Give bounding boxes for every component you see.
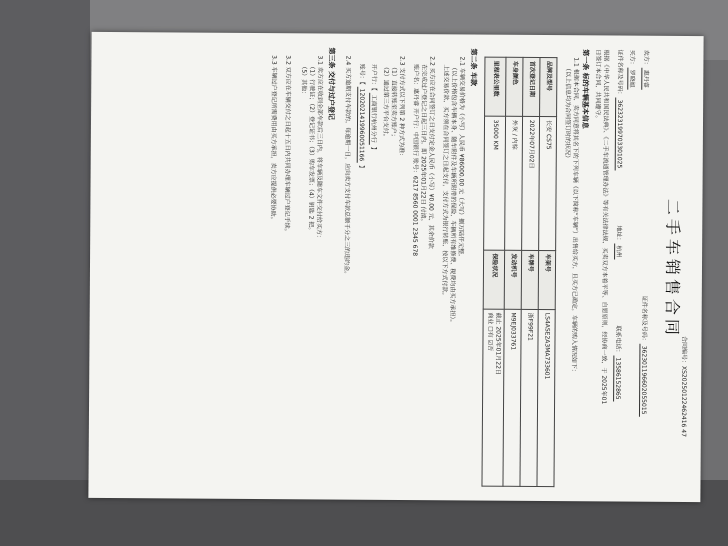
article-2-4: 2.4 买方逾期支付车款的，每逾期一日，应向卖方支付车款总额千分之三的违约金。: [342, 55, 352, 278]
article-2-2a: 2.2 买方应在合同签订之日支付定金人民币（小写）¥0.00 元，其余价款: [427, 56, 436, 249]
table-cell: 首次登记日期: [523, 57, 540, 116]
buyer-line: 买方：罗晓旭: [628, 49, 636, 88]
table-row: [537, 57, 557, 486]
table-cell: 浙F99F21: [520, 309, 538, 486]
article-2-1c: 上述交易价款，买方须在合同签订之日起支付，支付方式为银行转账，按以下方式付款。: [440, 64, 450, 299]
table-cell: 35000 KM: [484, 116, 506, 250]
table-cell: 外灰 / 内棕: [505, 116, 523, 250]
contract-sheet: [88, 32, 703, 502]
table-row: [503, 57, 523, 486]
table-row: [482, 57, 506, 486]
table-cell: 长安 CS75: [539, 116, 557, 250]
contract-number: 合同编号：XS20250122462416 47: [679, 335, 688, 437]
article-3-title: 第三条 交付与过户登记: [327, 47, 336, 121]
vehicle-info-table: [482, 57, 558, 487]
article-2-title: 第二条 车款: [469, 48, 478, 87]
article-2-2c: 账户名：惠丹睿 开户行：中国银行 账号：6217 8560 0001 2345 678: [411, 64, 420, 257]
account-line: 账号：【 1202021419960051166 】: [357, 63, 366, 172]
article-1-title: 第一条 标的车辆基本信息: [580, 49, 590, 129]
bank-line: 开户行：【 工商银行杭州分行 】: [369, 63, 378, 153]
table-cell: 2022年07月02日: [522, 116, 540, 250]
article-3-1a: （1）行驶证；（2）登记证书；（3）购车发票；（4）钥匙 2 把。: [307, 63, 316, 234]
table-cell: 发动机号: [504, 250, 521, 309]
document-title: 二手车销售合同: [662, 198, 683, 339]
background-left: [0, 0, 90, 546]
article-3-1b: （5）其他：: [300, 63, 308, 98]
table-cell: 里程表公里数: [485, 57, 506, 116]
buyer-phone-line: 联系电话：13586152865: [614, 325, 622, 400]
article-2-1b: （以上价格包含车辆本身、随车附件及车辆所附带的保险，车辆所有维修费、税费均由买方承担）。: [448, 64, 458, 326]
article-1-1b: （以上信息均为合同签订时的状况）: [563, 65, 572, 162]
article-3-3: 3.3 车辆过户登记所需费用由买方承担，卖方应提供必要协助。: [269, 55, 278, 223]
buyer-address-line: 地址：杭州: [615, 225, 623, 258]
preamble-1: 根据《中华人民共和国民法典》、《二手车流通管理办法》等有关法律法规，买卖双方本着平等、自愿原则，经协商一致，于 2025年01: [600, 49, 610, 405]
buyer-id-line: 证件名称及号码：362323199703301025: [615, 49, 624, 169]
table-row: [520, 57, 540, 486]
table-cell: 品牌及型号: [540, 57, 557, 116]
article-3-2: 3.2 双方应在车辆交付之日起十五日内共同办理车辆过户登记手续。: [283, 55, 292, 235]
table-cell: LS4ASE2A3MA733601: [537, 309, 555, 486]
contract-paper: [88, 32, 703, 502]
article-1-1: 1.1 根据本合同，卖方同意将其名下的下列车辆（以下简称“车辆”）出售给买方，且买方已确定，车辆的购入情况如下：: [570, 57, 580, 375]
table-cell: 车牌号: [521, 250, 538, 309]
article-3-1: 3.1 卖方应在收到全部车款后三日内，将车辆及随车文件交付给买方：: [315, 55, 324, 241]
article-2-3: 2.3 支付方式以下列第 2 种方式为准：: [397, 56, 406, 160]
article-2-2b: 在完成过户登记之日起三日内，即 2025年01月22日 付清。: [419, 64, 428, 225]
seller-id-line: 证件名称及号码：362301196602055015: [639, 295, 648, 415]
article-2-1a: 2.1 车辆交易价格为（小写）人民币 ¥86000.00 元（大写）捌万陆仟元整，: [457, 56, 466, 261]
article-2-3a: （1）直接转账至卖方账户；: [389, 63, 398, 140]
table-cell: 截止 2025年01月22日 商业 ☐有 ☑否: [482, 309, 504, 486]
seller-line: 卖方：惠丹睿: [642, 49, 650, 88]
table-cell: 车架号: [538, 250, 555, 309]
table-cell: M9EJ033761: [503, 309, 521, 486]
preamble-2: 日签订本合同，共同遵守。: [594, 49, 602, 122]
table-cell: 车身颜色: [506, 57, 523, 116]
article-2-3b: （2）通过第三方平台支付。: [381, 63, 390, 140]
table-cell: 保险状况: [484, 250, 505, 309]
